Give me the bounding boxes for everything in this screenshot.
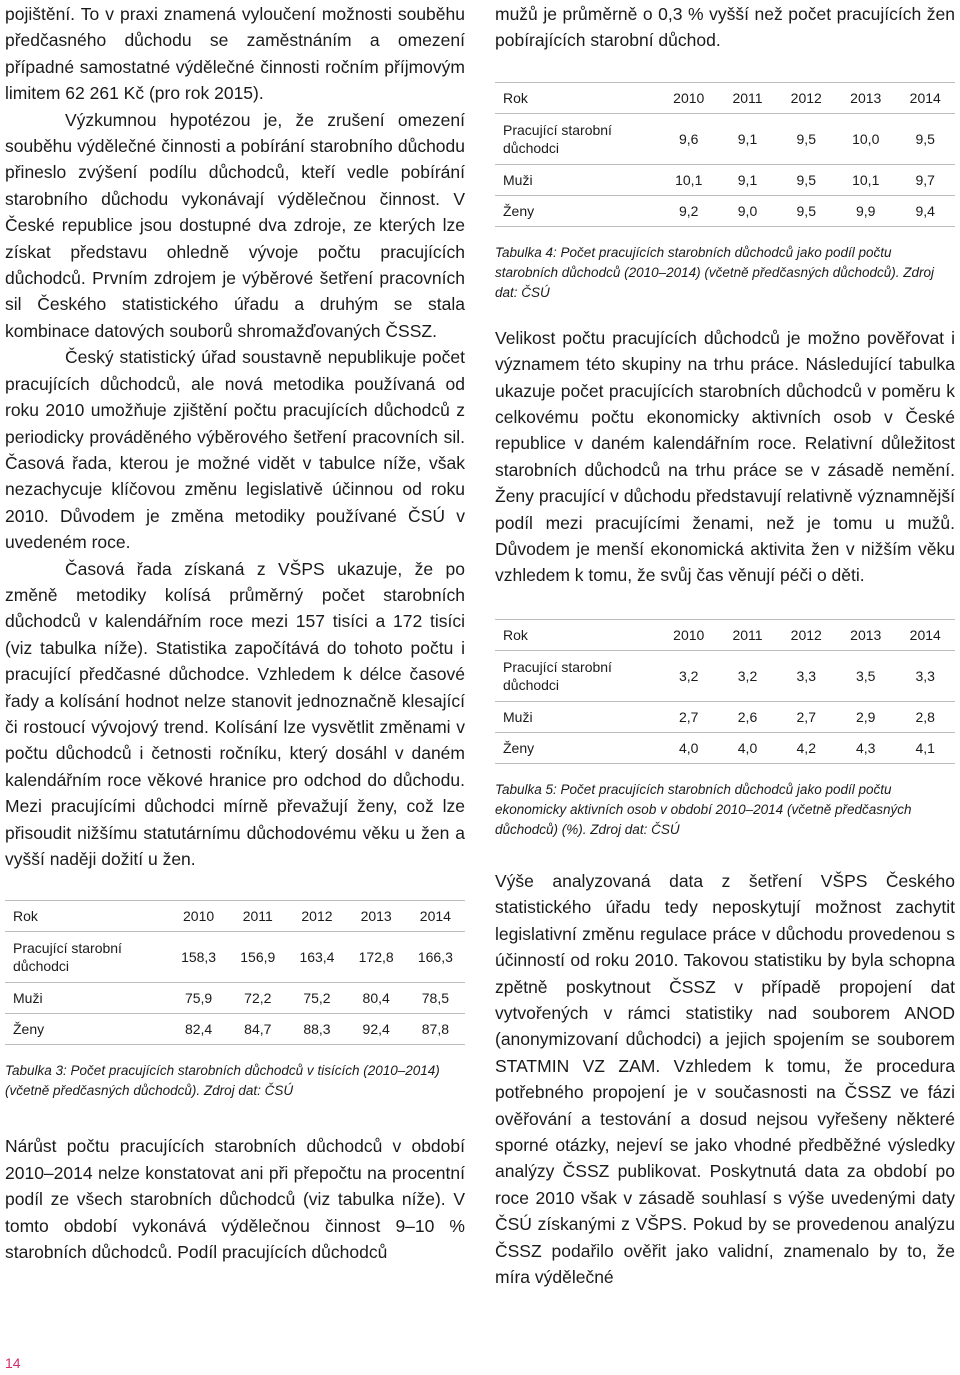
- table-row: [495, 164, 955, 195]
- table-cell: 9,4: [895, 195, 955, 226]
- table-cell: 3,2: [659, 650, 718, 701]
- table-cell: 2,6: [718, 701, 776, 732]
- table-3: [5, 900, 465, 1045]
- table-cell: 4,3: [836, 732, 895, 763]
- paragraph: Výše analyzovaná data z šetření VŠPS Českého statistického úřadu tedy neposkytují možnost zachytit legislativní změnu regulace práce v důchodu provedenou s účinností od roku 2010. Takovou statistiku by byla schopna zpětně poskytnout ČSSZ v případě propojení dat vytvořených v rámci statistiky nad souborem ANOD (anonymizovaní důchodci) a jejich spojením se souborem STATMIN VZ ZAM. Vzhledem k tomu, že procedura potřebného propojení je v současnosti na ČSSZ ve fázi ověřování a testování a dosud nejsou vyřešeny některé sporné otázky, nejeví se jako vhodné předběžné výsledky analýzy ČSSZ publikovat. Poskytnutá data za období po roce 2010 však v zásadě souhlasí s výše uvedenými daty ČSÚ získanými z VŠPS. Pokud by se provedenou analýzu ČSSZ podařilo ověřit jako validní, znamenalo by to, že míra výdělečné: [495, 870, 955, 1287]
- table-header-row: [495, 82, 955, 113]
- table-cell: 80,4: [347, 983, 406, 1014]
- table-cell: 9,1: [718, 164, 776, 195]
- table-cell: 163,4: [287, 932, 346, 983]
- table-cell: Pracující starobní důchodci: [495, 113, 659, 164]
- table-cell: 9,7: [895, 164, 955, 195]
- table-cell: 9,1: [718, 113, 776, 164]
- table-cell: 2011: [718, 619, 776, 650]
- table-cell: 2014: [406, 901, 465, 932]
- table-cell: 2,7: [659, 701, 718, 732]
- table-cell: 4,1: [895, 732, 955, 763]
- table-cell: 9,5: [777, 195, 836, 226]
- table-cell: 4,2: [777, 732, 836, 763]
- table-cell: 3,5: [836, 650, 895, 701]
- table-cell: 172,8: [347, 932, 406, 983]
- table-3-caption: Tabulka 3: Počet pracujících starobních důchodců v tisících (2010–2014) (včetně předčasných důchodců). Zdroj dat: ČSÚ: [5, 1063, 440, 1099]
- table-row: [495, 650, 955, 701]
- table-cell: 2010: [659, 82, 718, 113]
- paragraph: Český statistický úřad soustavně nepublikuje počet pracujících důchodců, ale nová metodika používaná od roku 2010 umožňuje zjištění počtu pracujících důchodců z periodicky prováděného výběrového šetření pracovních sil. Časová řada, kterou je možné vidět v tabulce níže, však nezachycuje klíčovou změnu legislativě účinnou od roku 2010. Důvodem je změna metodiky používané ČSÚ v uvedeném roce.: [5, 347, 465, 553]
- table-cell: 2011: [228, 901, 287, 932]
- table-cell: 75,9: [169, 983, 228, 1014]
- table-row: [495, 701, 955, 732]
- table-cell: Ženy: [5, 1014, 169, 1045]
- table-cell: 10,1: [659, 164, 718, 195]
- table-cell: Ženy: [495, 732, 659, 763]
- table-cell: 9,5: [777, 113, 836, 164]
- table-cell: 166,3: [406, 932, 465, 983]
- table-cell: Muži: [495, 164, 659, 195]
- table-cell: 2013: [836, 619, 895, 650]
- table-cell: 9,6: [659, 113, 718, 164]
- table-cell: 9,5: [895, 113, 955, 164]
- table-cell: 88,3: [287, 1014, 346, 1045]
- table-row: [495, 732, 955, 763]
- table-cell: 2012: [287, 901, 346, 932]
- table-cell: 4,0: [659, 732, 718, 763]
- page-number: 14: [5, 1355, 21, 1371]
- table-cell: 2,7: [777, 701, 836, 732]
- table-cell: 78,5: [406, 983, 465, 1014]
- table-4: [495, 82, 955, 227]
- table-header-row: [5, 901, 465, 932]
- table-cell: 9,9: [836, 195, 895, 226]
- table-cell: Pracující starobní důchodci: [495, 650, 659, 701]
- table-row: [5, 1014, 465, 1045]
- paragraph: Výzkumnou hypotézou je, že zrušení omezení souběhu výdělečné činnosti a pobírání starobního důchodu přineslo zvýšení podílu důchodců, kteří vedle pobírání starobního důchodu vykonávají výdělečnou činnost. V České republice jsou dostupné dva zdroje, ze kterých lze získat představu ohledně vývoje počtu pracujících důchodců. Prvním zdrojem je výběrové šetření pracovních sil Českého statistického úřadu a druhým se stala kombinace datových souborů shromažďovaných ČSSZ.: [5, 109, 465, 341]
- table-cell: 2,9: [836, 701, 895, 732]
- paragraph: Nárůst počtu pracujících starobních důchodců v období 2010–2014 nelze konstatovat ani při přepočtu na procentní podíl ze všech starobních důchodců (viz tabulka níže). V tomto období vykonává výdělečnou činnost 9–10 % starobních důchodců. Podíl pracujících důchodců: [5, 1136, 465, 1263]
- table-cell: Rok: [5, 901, 169, 932]
- table-cell: 10,0: [836, 113, 895, 164]
- table-cell: Muži: [495, 701, 659, 732]
- table-row: [5, 983, 465, 1014]
- table-cell: 92,4: [347, 1014, 406, 1045]
- table-cell: 2014: [895, 619, 955, 650]
- table-cell: 156,9: [228, 932, 287, 983]
- table-cell: 2012: [777, 82, 836, 113]
- table-cell: 2012: [777, 619, 836, 650]
- table-cell: 2011: [718, 82, 776, 113]
- table-cell: 2010: [659, 619, 718, 650]
- table-header-row: [495, 619, 955, 650]
- table-cell: Pracující starobní důchodci: [5, 932, 169, 983]
- table-cell: 9,2: [659, 195, 718, 226]
- table-cell: 3,3: [777, 650, 836, 701]
- table-5: [495, 619, 955, 764]
- table-row: [495, 113, 955, 164]
- table-cell: Rok: [495, 619, 659, 650]
- table-cell: 3,3: [895, 650, 955, 701]
- table-cell: Muži: [5, 983, 169, 1014]
- table-row: [495, 195, 955, 226]
- table-cell: 87,8: [406, 1014, 465, 1045]
- table-cell: 75,2: [287, 983, 346, 1014]
- paragraph: Velikost počtu pracujících důchodců je možno pověřovat i významem této skupiny na trhu práce. Následující tabulka ukazuje počet pracujících starobních důchodců v poměru k celkovému počtu ekonomicky aktivních osob v České republice v daném kalendářním roce. Relativní důležitost starobních důchodců na trhu práce se v zásadě nemění. Ženy pracující v důchodu představují relativně významnější podíl mezi pracujícími ženami, než je tomu u mužů. Důvodem je menší ekonomická aktivita žen v nižším věku vzhledem k tomu, že svůj čas věnují péči o děti.: [495, 327, 955, 586]
- table-cell: 10,1: [836, 164, 895, 195]
- table-cell: 9,5: [777, 164, 836, 195]
- table-cell: 9,0: [718, 195, 776, 226]
- table-cell: 158,3: [169, 932, 228, 983]
- table-cell: 3,2: [718, 650, 776, 701]
- right-column: [495, 0, 955, 1290]
- paragraph: Časová řada získaná z VŠPS ukazuje, že po změně metodiky kolísá průměrný počet starobních důchodců v kalendářním roce mezi 157 tisíci a 172 tisíci (viz tabulka níže). Statistika započítává do tohoto počtu i pracující předčasné důchodce. Vzhledem k délce časové řady a kolísání hodnot nelze stanovit jednoznačně klesající či rostoucí vývojový trend. Kolísání lze vysvětlit změnami v počtu důchodců i četnosti ročníku, který dosáhl v daném kalendářním roce věkové hranice pro odchod do důchodu. Mezi pracujícími důchodci mírně převažují ženy, což lze přisoudit nižšímu statutárnímu důchodovému věku u žen a vyšší naději dožití u žen.: [5, 558, 465, 869]
- table-cell: Rok: [495, 82, 659, 113]
- table-cell: 2014: [895, 82, 955, 113]
- table-cell: 2,8: [895, 701, 955, 732]
- paragraph: mužů je průměrně o 0,3 % vyšší než počet pracujících žen pobírajících starobní důchod.: [495, 4, 955, 51]
- table-cell: Ženy: [495, 195, 659, 226]
- table-cell: 4,0: [718, 732, 776, 763]
- table-cell: 2010: [169, 901, 228, 932]
- table-cell: 2013: [347, 901, 406, 932]
- left-column: [5, 0, 465, 1265]
- table-4-caption: Tabulka 4: Počet pracujících starobních důchodců jako podíl počtu starobních důchodců (2010–2014) (včetně předčasných důchodců). Zdroj dat: ČSÚ: [495, 244, 935, 300]
- table-row: [5, 932, 465, 983]
- table-cell: 84,7: [228, 1014, 287, 1045]
- table-cell: 82,4: [169, 1014, 228, 1045]
- table-cell: 2013: [836, 82, 895, 113]
- table-5-caption: Tabulka 5: Počet pracujících starobních důchodců jako podíl počtu ekonomicky aktivních osob v období 2010–2014 (včetně předčasných důchodců) (%). Zdroj dat: ČSÚ: [495, 781, 912, 837]
- table-cell: 72,2: [228, 983, 287, 1014]
- paragraph: pojištění. To v praxi znamená vyloučení možnosti souběhu předčasného důchodu se zaměstnáním a omezení případné samostatné výdělečné činnosti ročním příjmovým limitem 62 261 Kč (pro rok 2015).: [5, 4, 465, 104]
